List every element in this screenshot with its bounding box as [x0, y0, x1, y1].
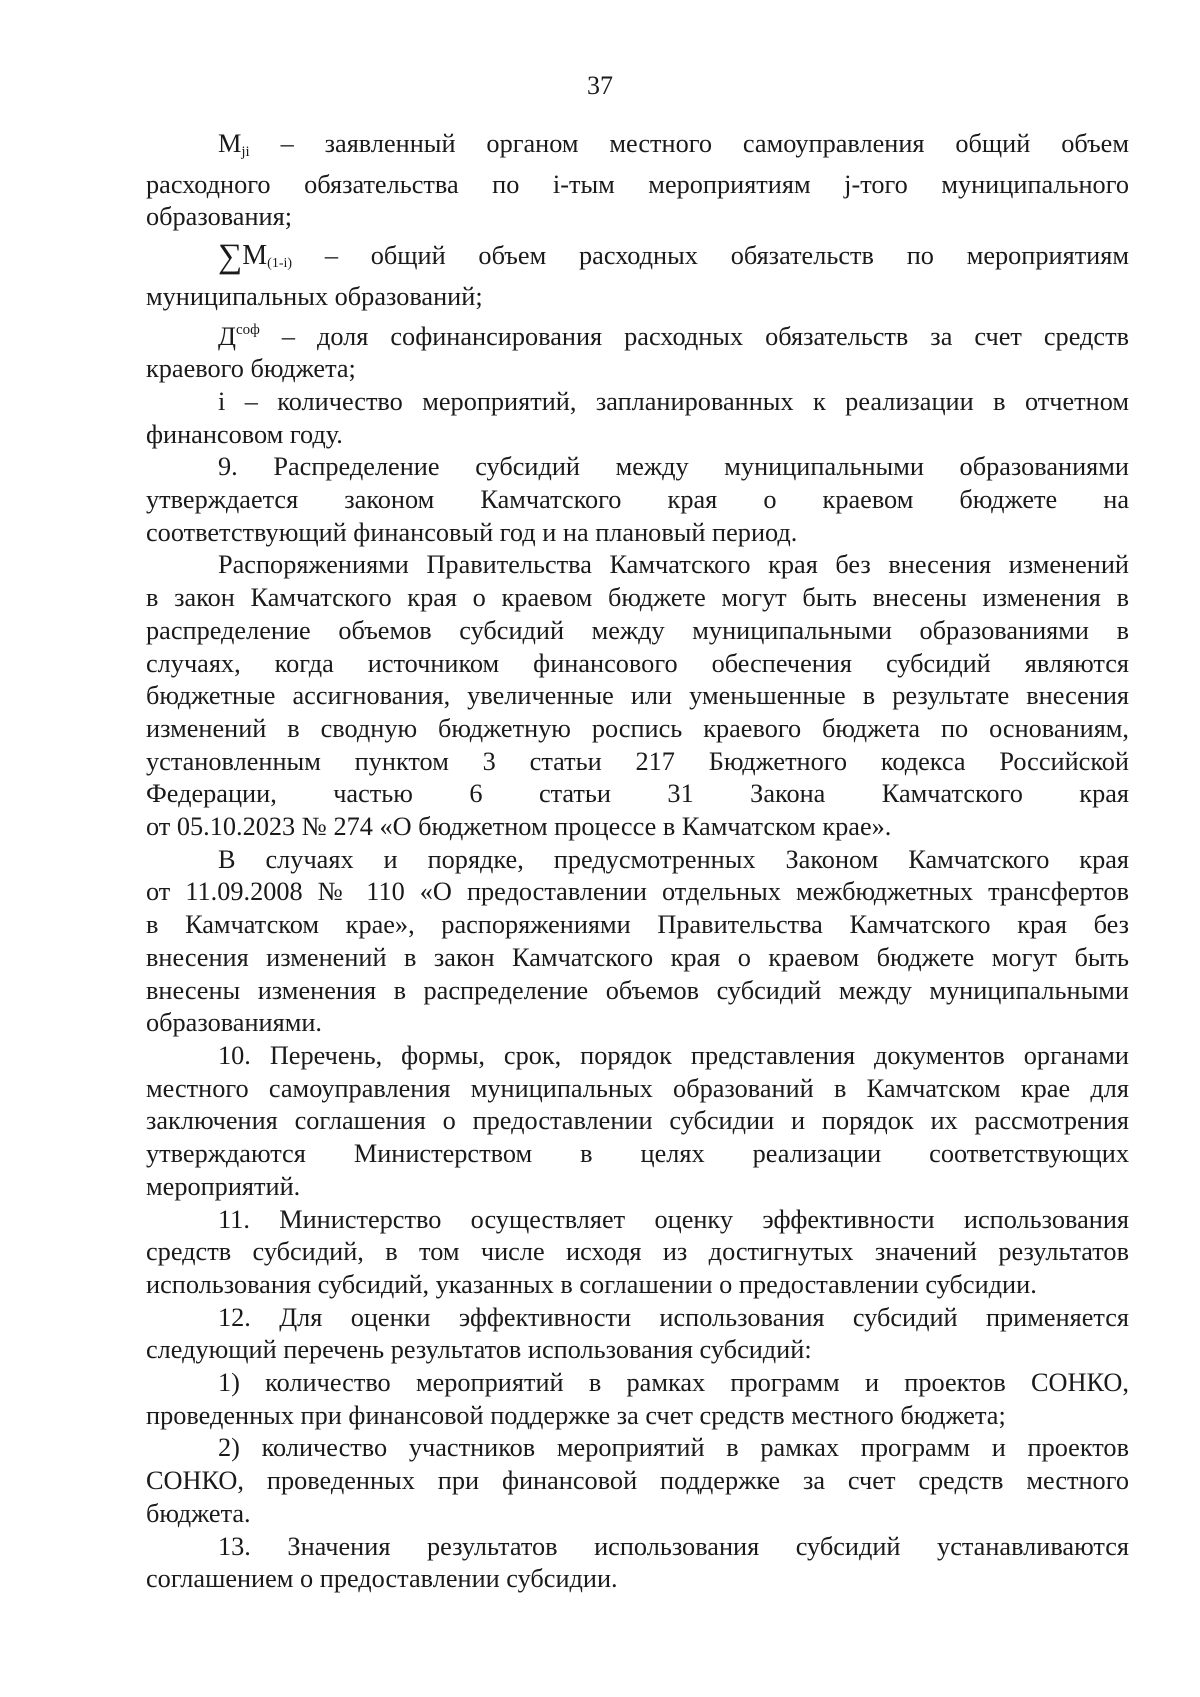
paragraph-line: использования субсидий, указанных в соглашении о предоставлении субсидии. — [146, 1269, 1037, 1299]
definition-sum-line-2: муниципальных образований; — [146, 281, 483, 311]
paragraph-line: В случаях и порядке, предусмотренных Законом Камчатского края — [218, 844, 1129, 874]
paragraph-line: Распоряжениями Правительства Камчатского края без внесения изменений — [218, 550, 1129, 580]
paragraph-line: утверждается законом Камчатского края о краевом бюджете на — [146, 485, 1129, 515]
paragraph-line: 2) количество участников мероприятий в рамках программ и проектов — [218, 1433, 1129, 1463]
mji-text-1: – заявленный органом местного самоуправления общий объем — [249, 129, 1129, 158]
paragraph-line: средств субсидий, в том числе исходя из достигнутых значений результатов — [146, 1237, 1129, 1267]
paragraph-line: распределение объемов субсидий между муниципальными образованиями в — [146, 615, 1129, 645]
mji-symbol: M — [218, 129, 242, 158]
dsof-superscript: соф — [235, 321, 260, 338]
paragraph-line: бюджета. — [146, 1498, 251, 1528]
definition-mji — [146, 128, 1129, 234]
paragraph-10 — [146, 1040, 1129, 1204]
paragraph-line: Федерации, частью 6 статьи 31 Закона Камчатского края — [146, 779, 1129, 809]
sum-m-text-1: – общий объем расходных обязательств по мероприятиям — [292, 241, 1129, 271]
definition-sum-m — [146, 234, 1129, 313]
paragraph-line: от 05.10.2023 № 274 «О бюджетном процессе в Камчатском крае». — [146, 812, 892, 842]
definition-dsof-line-1 — [146, 314, 1129, 354]
paragraph-line: проведенных при финансовой поддержке за счет средств местного бюджета; — [146, 1400, 1006, 1430]
sum-symbol: ∑ — [218, 238, 243, 276]
mji-subscript: ji — [241, 144, 250, 160]
paragraph-line: 11. Министерство осуществляет оценку эффективности использования — [218, 1204, 1129, 1234]
paragraph-line: в Камчатском крае», распоряжениями Правительства Камчатского края без — [146, 910, 1129, 940]
sum-m-subscript: (1-i) — [267, 256, 293, 272]
paragraph-line: установленным пунктом 3 статьи 217 Бюджетного кодекса Российской — [146, 746, 1129, 776]
paragraph-line: бюджетные ассигнования, увеличенные или уменьшенные в результате внесения — [146, 681, 1129, 711]
paragraph-line: следующий перечень результатов использования субсидий: — [146, 1335, 812, 1365]
definition-mji-line-1 — [146, 128, 1129, 169]
paragraph-line: внесения изменений в закон Камчатского края о краевом бюджете могут быть — [146, 942, 1129, 972]
definition-sum-line-1 — [146, 240, 1129, 281]
paragraph-line: заключения соглашения о предоставлении субсидии и порядок их рассмотрения — [146, 1106, 1129, 1136]
paragraph-line: 1) количество мероприятий в рамках программ и проектов СОНКО, — [218, 1368, 1129, 1398]
paragraph-line: 9. Распределение субсидий между муниципальными образованиями — [218, 452, 1129, 482]
definition-dsof — [146, 314, 1129, 386]
paragraph-line: соглашением о предоставлении субсидии. — [146, 1564, 618, 1594]
paragraph-12 — [146, 1302, 1129, 1367]
paragraph-line: изменений в сводную бюджетную роспись краевого бюджета по основаниям, — [146, 713, 1129, 743]
paragraph-line: 13. Значения результатов использования субсидий устанавливаются — [218, 1531, 1129, 1561]
paragraph-line: случаях, когда источником финансового обеспечения субсидий являются — [146, 648, 1129, 678]
definition-i-line-1: i – количество мероприятий, запланированных к реализации в отчетном — [218, 386, 1129, 416]
paragraph-9c — [146, 844, 1129, 1040]
paragraph-line: утверждаются Министерством в целях реализации соответствующих — [146, 1139, 1129, 1169]
paragraph-line: внесены изменения в распределение объемов субсидий между муниципальными — [146, 975, 1129, 1005]
definition-mji-line-2: расходного обязательства по i-тым мероприятиям j-того муниципального — [146, 169, 1129, 199]
paragraph-line: соответствующий финансовый год и на плановый период. — [146, 517, 798, 547]
page-number: 37 — [587, 71, 613, 100]
definition-i — [146, 386, 1129, 451]
document-body — [146, 128, 1129, 1596]
paragraph-12-item-2 — [146, 1432, 1129, 1530]
definition-dsof-line-2: краевого бюджета; — [146, 354, 356, 384]
paragraph-line: 10. Перечень, формы, срок, порядок представления документов органами — [218, 1040, 1129, 1070]
paragraph-9 — [146, 451, 1129, 549]
definition-i-line-2: финансовом году. — [146, 419, 343, 449]
paragraph-line: мероприятий. — [146, 1171, 301, 1201]
dsof-symbol: Д — [218, 321, 236, 351]
paragraph-line: 12. Для оценки эффективности использования субсидий применяется — [218, 1302, 1129, 1332]
paragraph-line: в закон Камчатского края о краевом бюджете могут быть внесены изменения в — [146, 583, 1129, 613]
paragraph-line: СОНКО, проведенных при финансовой поддержке за счет средств местного — [146, 1466, 1129, 1496]
dsof-text-1: – доля софинансирования расходных обязательств за счет средств — [259, 321, 1129, 351]
paragraph-line: местного самоуправления муниципальных образований в Камчатском крае для — [146, 1073, 1129, 1103]
paragraph-line: от 11.09.2008 № 110 «О предоставлении отдельных межбюджетных трансфертов — [146, 877, 1129, 907]
paragraph-11 — [146, 1204, 1129, 1302]
sum-m-letter: M — [242, 240, 268, 272]
definition-mji-line-3: образования; — [146, 202, 293, 232]
paragraph-line: образованиями. — [146, 1008, 323, 1038]
paragraph-9b — [146, 549, 1129, 843]
paragraph-12-item-1 — [146, 1367, 1129, 1432]
paragraph-13 — [146, 1531, 1129, 1596]
